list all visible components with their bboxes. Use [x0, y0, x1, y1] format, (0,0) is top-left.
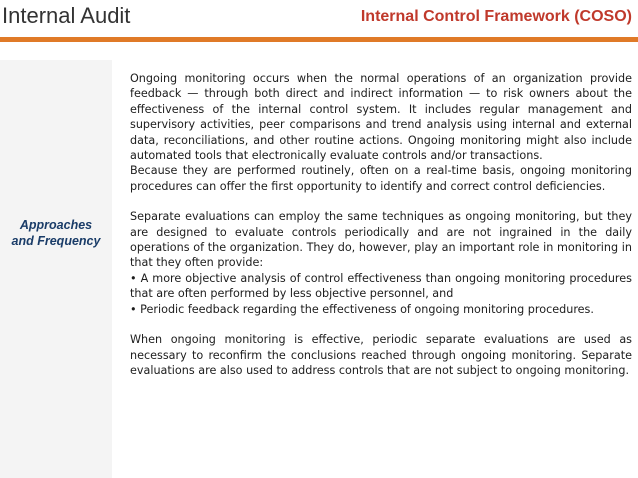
section-label-line1: Approaches	[19, 218, 93, 232]
slide-header	[0, 0, 638, 36]
section-label	[0, 217, 112, 249]
sidebar-panel	[0, 60, 112, 478]
section-label-line2: and Frequency	[11, 234, 101, 248]
header-right-title: Internal Control Framework (COSO)	[360, 8, 632, 25]
header-left-title: Internal Audit	[2, 3, 131, 28]
body-text	[130, 71, 632, 378]
paragraph-separate-evaluations: Separate evaluations can employ the same techniques as ongoing monitoring, but they are designed to evaluate controls periodically and are not ingrained in the daily operations of the organization. They do, however, play an important role in monitoring in that they often provide:	[130, 210, 632, 270]
paragraph-ongoing-monitoring: Ongoing monitoring occurs when the normal operations of an organization provide feedback — through both direct and indirect information — to risk owners about the effectiveness of the internal control system. It includes regular management and supervisory activities, peer comparisons and trend analysis using internal and external data, reconciliations, and other routine actions. Ongoing monitoring might also include automated tools that electronically evaluate controls and/or transactions.	[130, 72, 632, 163]
bullet-periodic-feedback: • Periodic feedback regarding the effectiveness of ongoing monitoring procedures.	[130, 302, 594, 316]
paragraph-effective-monitoring: When ongoing monitoring is effective, periodic separate evaluations are used as necessary to reconfirm the conclusions reached through ongoing monitoring. Separate evaluations are also used to address controls that are not subject to ongoing monitoring.	[130, 333, 632, 377]
bullet-objective-analysis: • A more objective analysis of control effectiveness than ongoing monitoring procedures that are often performed by less objective personnel, and	[130, 271, 632, 301]
paragraph-routine: Because they are performed routinely, often on a real-time basis, ongoing monitoring procedures can offer the first opportunity to identify and correct control deficiencies.	[130, 164, 632, 193]
header-divider	[0, 37, 638, 42]
